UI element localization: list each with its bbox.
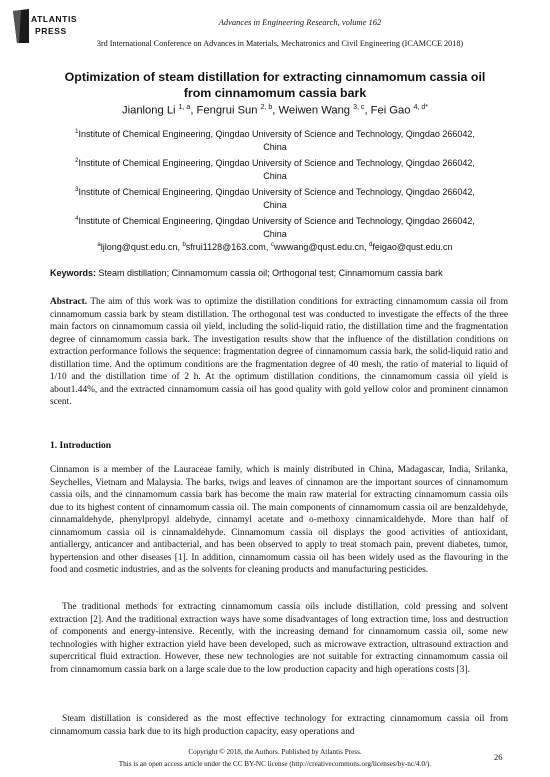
affiliation-text: Institute of Chemical Engineering, Qingdao University of Science and Technology, Qingdao 266042, [78, 129, 475, 139]
email-link[interactable]: feigao@qust.edu.cn [372, 242, 453, 252]
author-name: Jianlong Li [122, 104, 176, 117]
abstract-label: Abstract. [50, 297, 88, 307]
affiliation-number: 3 [75, 187, 79, 193]
atlantis-logo-icon [11, 9, 31, 43]
keywords-label: Keywords: [50, 268, 97, 278]
author-superscript: 4, d* [413, 104, 428, 111]
affiliation-number: 1 [75, 129, 79, 135]
publisher-name-line2: PRESS [35, 26, 67, 36]
affiliation-text: Institute of Chemical Engineering, Qingdao University of Science and Technology, Qingdao 266042, [78, 216, 475, 226]
author-name: Fengrui Sun [196, 104, 258, 117]
journal-header: Advances in Engineering Research, volume 162 [218, 17, 382, 27]
keywords-text: Steam distillation; Cinnamomum cassia oil; Orthogonal test; Cinnamomum cassia bark [98, 268, 443, 278]
author-superscript: 1, a [178, 104, 191, 111]
keywords [50, 268, 520, 278]
email-superscript: c [270, 242, 274, 248]
author-list: Jianlong Li $^{1, a}$, Fengrui Sun $^{2, b}$, Weiwen Wang $^{3, c}$, Fei Gao $^{4, d*}$ [122, 104, 428, 117]
author-superscript: 2, b [260, 104, 273, 111]
affiliation [40, 213, 510, 240]
affiliation-text: Institute of Chemical Engineering, Qingdao University of Science and Technology, Qingdao 266042, [78, 158, 475, 168]
email-superscript: d [369, 242, 373, 248]
affiliation-country: China [263, 141, 287, 152]
email-superscript: a [97, 242, 101, 248]
title-line-1: Optimization of steam distillation for extracting cinnamomum cassia oil [64, 70, 486, 84]
affiliation-text: Institute of Chemical Engineering, Qingdao University of Science and Technology, Qingdao 266042, [78, 187, 475, 197]
author-superscript: 3, c [353, 104, 365, 111]
affiliation [40, 126, 510, 153]
affiliation-number: 4 [75, 216, 79, 222]
section-heading-introduction: 1. Introduction [50, 441, 112, 451]
affiliation-country: China [263, 170, 287, 181]
intro-paragraph-1: Cinnamon is a member of the Lauraceae family, which is mainly distributed in China, Madagascar, India, Srilanka, Seychelles, Vietnam and Malaysia. The barks, twigs and leaves of cinnamon are the important sources of cinnamomum cassia oils, and the cinnamomum cassia bark has become the main raw material for extracting cinnamomum cassia oils due to its highest content of cinnamomum cassia oil. The main components of cinnamomum cassia oil are benzaldehyde, cinnamaldehyde, phenylpropyl aldehyde, cinnamyl acetate and o-methoxy cinnamicaldehyde. More than half of cinnamomum cassia oil is cinnamaldehyde. Cinnamomum cassia oil displays the good activities of antioxidant, antiallergy, anticancer and antibacterial, and has been observed to apply to treat stomach pain, prevent diabetes, tumor, hypertension and other diseases [1]. In addition, cinnamomum cassia oil has been widely used as the flavouring in the food and cosmetic industries, and as the solvents for cleaning products and manufacturing pesticides. [50, 465, 508, 575]
paper-title [40, 70, 510, 101]
email-link[interactable]: sfrui1128@163.com [185, 242, 266, 252]
conference-header: 3rd International Conference on Advances in Materials, Mechatronics and Civil Engineering (ICAMCCE 2018) [96, 39, 464, 48]
affiliation [40, 155, 510, 182]
license-notice: This is an open access article under the CC BY-NC license (http://creativecommons.org/licenses/by-nc/4.0/). [118, 760, 432, 768]
intro-paragraph-2: The traditional methods for extracting cinnamomum cassia oils include distillation, cold pressing and solvent extraction [2]. And the traditional extraction ways have some disadvantages of long extraction time, loss and destruction of components and energy-intensive. Recently, with the increasing demand for cinnamomum cassia oil, some new technologies with higher extraction yield have been developed, such as microwave extraction, ultrasound extraction and supercritical fluid extraction. However, these new technologies are not suitable for extracting cinnamomum cassia oil from cinnamomum cassia bark on a large scale due to the low production capacity and high operations costs [3]. [50, 602, 508, 675]
email-link[interactable]: ljlong@qust.edu.cn [100, 242, 178, 252]
email-list: $^a$ljlong@qust.edu.cn, $^b$sfrui1128@163.com, $^c$wwwang@qust.edu.cn, $^d$feigao@qust.edu.cn [97, 242, 453, 252]
affiliation-country: China [263, 199, 287, 210]
author-name: Weiwen Wang [278, 104, 351, 117]
email-superscript: b [182, 242, 186, 248]
abstract-text: The aim of this work was to optimize the distillation conditions for extracting cinnamomum cassia oil from cinnamomum cassia bark by steam distillation. The orthogonal test was conducted to investigate the effects of the three main factors on cinnamomum cassia oil yield, including the solid-liquid ratio, the distillation time and the fragmentation degree of cinnamomum cassia bark. The investigation results show that the influence of the distillation conditions on extraction performance follows the sequence: fragmentation degree of cinnamomum cassia bark, the solid-liquid ratio and distillation time. And the optimum conditions are the fragmentation degree of 40 mesh, the ratio of material to liquid of 1/10 and the distillation time of 2 h. At the optimum distillation conditions, the cinnamomum cassia oil yield is about1.44%, and the extracted cinnamomum cassia oil has good quality with gold yellow color and prominent cinnamon scent. [50, 297, 508, 407]
publisher-name-line1: ATLANTIS [31, 14, 78, 24]
author-name: Fei Gao [370, 104, 411, 117]
intro-paragraph-3: Steam distillation is considered as the most effective technology for extracting cinnamomum cassia oil from cinnamomum cassia bark due to its high production capacity, easy operations and [50, 714, 508, 737]
title-line-2: from cinnamomum cassia bark [183, 85, 367, 100]
page-number: 26 [494, 752, 503, 762]
affiliation [40, 184, 510, 211]
affiliation-number: 2 [75, 158, 79, 164]
affiliation-country: China [263, 228, 287, 239]
abstract [50, 296, 508, 409]
email-link[interactable]: wwwang@qust.edu.cn [273, 242, 365, 252]
copyright-notice: Copyright © 2018, the Authors. Published by Atlantis Press. [188, 748, 362, 756]
